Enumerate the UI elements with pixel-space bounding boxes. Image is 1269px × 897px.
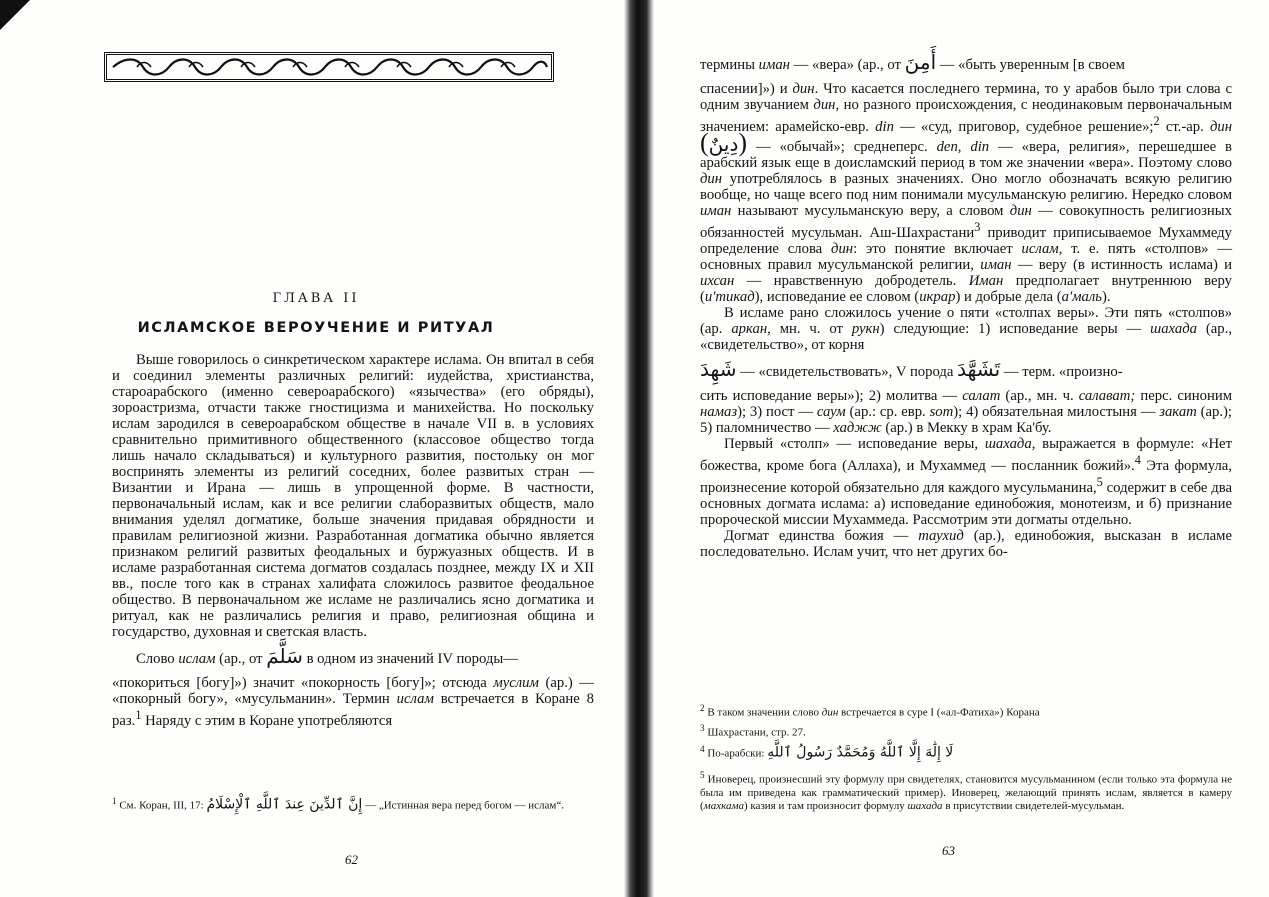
text: ст.-ар. bbox=[1159, 118, 1210, 135]
text: ) казия и там произносит формулу bbox=[743, 799, 908, 812]
text: содержит в себе два основных догмата ислама: а) исповедание единобожия, монотеизм, и б) признание пророческой миссии Мухаммеда. Рассмотрим эти догматы отдельно. bbox=[700, 479, 1233, 528]
term-din-3: дин bbox=[1209, 118, 1233, 135]
footnote-5-term-shahada: шахада bbox=[907, 799, 943, 812]
term-ikrar: икрар bbox=[919, 288, 956, 305]
text: Догмат единства божия — bbox=[724, 527, 919, 544]
p2-text-b: (ар.) — «покорный богу», «мусульманин». Термин bbox=[112, 675, 594, 707]
text: (ар., мн. ч. bbox=[1000, 387, 1079, 404]
text: в присутствии свидетелей-мусульман. bbox=[942, 799, 1125, 812]
term-islam: ислам bbox=[178, 651, 216, 667]
footnote-3-marker: 3 bbox=[700, 722, 705, 733]
text: (ар.), единобожия, высказан в исламе последовательно. Ислам учит, что нет других бо- bbox=[700, 527, 1232, 560]
text: ), исповедание ее словом ( bbox=[754, 288, 920, 305]
term-zakat: закат bbox=[1159, 403, 1197, 420]
text: — нравственную добродетель. bbox=[734, 272, 969, 289]
right-page bbox=[648, 0, 1269, 897]
term-iman-3: иман bbox=[980, 256, 1012, 273]
footnote-ref-1: 1 bbox=[135, 708, 142, 722]
paragraph-term-islam-cont bbox=[112, 675, 594, 729]
footnote-3 bbox=[700, 722, 1232, 740]
term-islam: ислам bbox=[1021, 240, 1059, 257]
text: Эта формула, произнесение которой обязательно для каждого мусульманина, bbox=[700, 457, 1232, 496]
text: В исламе рано сложилось учение о пяти «столпах веры». Эти пять «столпов» (ар. bbox=[700, 304, 1232, 337]
text: Шахрастани, стр. 27. bbox=[704, 726, 806, 739]
text: — терм. «произно- bbox=[1000, 363, 1123, 380]
footnote-5 bbox=[700, 769, 1232, 813]
footnote-1-text: — „Истинная вера перед богом — ислам“. bbox=[362, 799, 564, 812]
paragraph-tauhid bbox=[700, 528, 1232, 560]
term-tauhid: таухид bbox=[918, 527, 964, 544]
chapter-label: ГЛАВА II bbox=[272, 291, 360, 306]
text: перс. синоним bbox=[1135, 387, 1232, 404]
term-itikad: и'тикад bbox=[704, 288, 755, 305]
text: встречается в суре I («ал-Фатиха») Корана bbox=[838, 706, 1040, 719]
chapter-ornament-border bbox=[104, 52, 554, 82]
right-footnotes bbox=[700, 702, 1232, 815]
term-saum: саум bbox=[816, 403, 846, 420]
paren-close: ) bbox=[738, 127, 748, 157]
term-arkan: аркан bbox=[731, 320, 768, 337]
text: : это понятие включает bbox=[853, 240, 1022, 257]
footnote-1 bbox=[112, 789, 594, 818]
arabic-din: دِينٌ bbox=[708, 131, 739, 156]
term-din: дин bbox=[792, 81, 815, 97]
text: , т. е. пять «столпов» — основных правил мусульманской религии, bbox=[700, 240, 1233, 273]
term-amal: а'маль bbox=[1061, 288, 1102, 305]
footnote-4 bbox=[700, 743, 1232, 761]
term-din-2: дин bbox=[813, 97, 836, 113]
text: сить исповедание веры»); 2) молитва — bbox=[700, 387, 963, 404]
footnote-ref-3: 3 bbox=[974, 219, 981, 234]
paragraph-shahada bbox=[700, 436, 1232, 528]
term-som: som bbox=[929, 403, 954, 420]
text: употреблялось в разных значениях. Оно могло обозначать всякую религию вообще, но чаще всего под ним понимали мусульманскую религию. Нередко словом bbox=[700, 170, 1232, 203]
left-body-text bbox=[112, 352, 594, 729]
footnote-ref-4: 4 bbox=[1134, 452, 1141, 467]
text: , но разного происхождения, с неодинаковым первоначальным значением: арамейско-евр. bbox=[700, 97, 1232, 135]
text: ); 3) пост — bbox=[737, 403, 817, 420]
text: (ар.) в Мекку в храм Ка'бу. bbox=[881, 419, 1052, 436]
ornament-scroll-icon bbox=[107, 55, 551, 79]
p2-text-a: «покориться [богу]») значит «покорность [богу]»; отсюда bbox=[112, 675, 494, 691]
text: ); 4) обязательная милостыня — bbox=[953, 403, 1160, 420]
footnote-2-marker: 2 bbox=[700, 703, 705, 713]
text: В таком значении слово bbox=[704, 706, 822, 719]
term-shahada: шахада bbox=[1150, 320, 1197, 337]
term-namaz: намаз bbox=[700, 403, 738, 420]
p2-text-d: Наряду с этим в Коране употребляются bbox=[141, 712, 393, 729]
footnote-ref-2: 2 bbox=[1153, 114, 1160, 128]
p2-ar-prefix: (ар., от bbox=[215, 651, 267, 667]
term-muslim: муслим bbox=[493, 675, 539, 691]
text: приводит приписываемое Мухаммеду определение слова bbox=[700, 224, 1233, 257]
term-din-5: дин bbox=[1009, 202, 1032, 219]
line-shahida bbox=[700, 353, 1232, 388]
text: — «суд, приговор, судебное решение»; bbox=[893, 118, 1154, 135]
term-iman-2: иман bbox=[700, 202, 732, 219]
right-body-text bbox=[700, 46, 1232, 560]
arabic-salima: سَلَّمَ bbox=[266, 644, 303, 668]
term-din-latin: din bbox=[875, 118, 894, 135]
term-salat: салат bbox=[962, 387, 1001, 404]
text: (ар., «свидетельство», от корня bbox=[700, 320, 1232, 353]
paragraph-pillars-list bbox=[700, 388, 1232, 436]
footnote-2-term: дин bbox=[821, 706, 839, 719]
text: — «вера» (ар., от bbox=[789, 57, 905, 73]
text: предполагает внутреннюю веру ( bbox=[700, 272, 1232, 305]
term-iman-4: Иман bbox=[968, 272, 1004, 289]
text: Иноверец, произнесший эту формулу при свидетелях, становится мусульманином (если только эта формула не была им приведена как грамматический пример). Иноверец, желающий принять ислам, является в камеру ( bbox=[700, 773, 1232, 812]
text: — «свидетельствовать», V порода bbox=[736, 363, 958, 380]
text: (ар.: ср. евр. bbox=[845, 403, 930, 420]
term-ihsan: ихсан bbox=[700, 272, 735, 289]
arabic-amina: أَمِنَ bbox=[904, 50, 937, 74]
text: ). bbox=[1101, 288, 1111, 305]
paragraph-syncretism: Выше говорилось о синкретическом характере ислама. Он впитал в себя и соединил элементы различных религий: иудейства, христианства, староарабского (именно североарабского) «язычества» (его обряды), зороастризма, отчасти также гностицизма и манихейства. Но поскольку ислам зародился в североарабском обществе в начале VII в. в условиях сравнительно примитивного общественного (классовое общество тогда лишь начало складываться) и культурного развития, постольку он мог воспринять элементы из религий соседних, более развитых стран — Византии и Ирана — лишь в упрощенной форме. В частности, первоначальный ислам, как и все религии слаборазвитых обществ, мало внимания уделял догматике, больше значения придавая обрядности и правилам религиозной жизни. Разработанная догматика обычно является признаком религий развитых феодальных и буржуазных обществ. И в исламе разработанная система догматов создалась позднее, между IX и XII вв., после того как в странах халифата сложилось развитое феодальное общество. В первоначальном же исламе не различались ясно догматика и ритуал, как не различались религия и право, религиозная община и государство, духовная и светская власть. bbox=[112, 352, 594, 640]
paragraph-term-islam bbox=[112, 640, 594, 675]
p2-start: Слово bbox=[136, 651, 179, 667]
text: — «быть уверенным [в своем bbox=[936, 57, 1125, 73]
text: , выражается в формуле: «Нет божества, кроме бога (Аллаха), и Мухаммед — посланник божий». bbox=[700, 435, 1232, 474]
term-salavat: салават; bbox=[1078, 387, 1136, 404]
footnote-4-arabic: لَا إِلَٰهَ إِلَّا ٱللَّهُ وَمُحَمَّدٌ رَسُولُ ٱللَّهِ bbox=[767, 744, 954, 761]
footnote-1-marker: 1 bbox=[112, 796, 117, 806]
footnote-4-marker: 4 bbox=[700, 744, 705, 755]
text: — совокупность религиозных обязанностей мусульман. Аш-Шахрастани bbox=[700, 202, 1232, 241]
paragraph-din bbox=[700, 81, 1232, 305]
term-hajj: хаджж bbox=[833, 419, 882, 436]
text: По-арабски: bbox=[704, 747, 768, 760]
text: спасении]») и bbox=[700, 81, 793, 97]
term-islam-2: ислам bbox=[396, 691, 434, 707]
arabic-tashahhada: تَشَهَّدَ bbox=[957, 356, 1001, 381]
page-number-right: 63 bbox=[942, 843, 955, 858]
footnote-1-ref: См. Коран, III, 17: bbox=[116, 799, 207, 812]
term-iman: иман bbox=[758, 57, 790, 73]
footnote-1-arabic: إِنَّ ٱلدِّينَ عِندَ ٱللَّهِ ٱلْإِسْلَامُ bbox=[206, 796, 363, 813]
p2-text-c: встречается в Коране 8 раз. bbox=[112, 691, 594, 729]
term-rukn: рукн bbox=[851, 320, 880, 337]
term-din-4: дин bbox=[700, 170, 723, 187]
text: термины bbox=[700, 57, 759, 73]
footnote-5-term-mahkama: махкама bbox=[703, 799, 744, 812]
p2-after-arabic: в одном из значений IV породы— bbox=[302, 651, 518, 667]
paren-open: ( bbox=[700, 127, 709, 157]
paragraph-five-pillars bbox=[700, 305, 1232, 353]
line-iman bbox=[700, 46, 1232, 81]
text: — веру (в истинность ислама) и bbox=[1011, 256, 1232, 273]
text: ) и добрые дела ( bbox=[955, 288, 1062, 305]
arabic-shahida: شَهِدَ bbox=[700, 356, 737, 381]
term-shahada-2: шахада bbox=[984, 435, 1032, 452]
text: — «вера, религия», перешедшее в арабский язык еще в доисламский период в том же значении «вера». Поэтому слово bbox=[700, 138, 1232, 171]
text: Первый «столп» — исповедание веры, bbox=[724, 435, 985, 452]
footnote-2 bbox=[700, 702, 1232, 720]
text: (ар.); 5) паломничество — bbox=[700, 403, 1233, 436]
text: называют мусульманскую веру, а словом bbox=[731, 202, 1010, 219]
text: , мн. ч. от bbox=[767, 320, 852, 337]
term-din-6: дин bbox=[831, 240, 854, 257]
text: . Что касается последнего термина, то у арабов было три слова с одним звучанием bbox=[700, 81, 1233, 113]
text: ) следующие: 1) исповедание веры — bbox=[879, 320, 1151, 337]
term-den: den, din bbox=[936, 138, 990, 155]
left-page bbox=[0, 0, 632, 897]
footnote-ref-5: 5 bbox=[1096, 474, 1103, 489]
text: — «обычай»; среднеперс. bbox=[747, 138, 937, 155]
footnote-5-marker: 5 bbox=[700, 769, 705, 780]
page-number-left: 62 bbox=[345, 852, 358, 867]
chapter-title: ИСЛАМСКОЕ ВЕРОУЧЕНИЕ И РИТУАЛ bbox=[137, 320, 495, 336]
